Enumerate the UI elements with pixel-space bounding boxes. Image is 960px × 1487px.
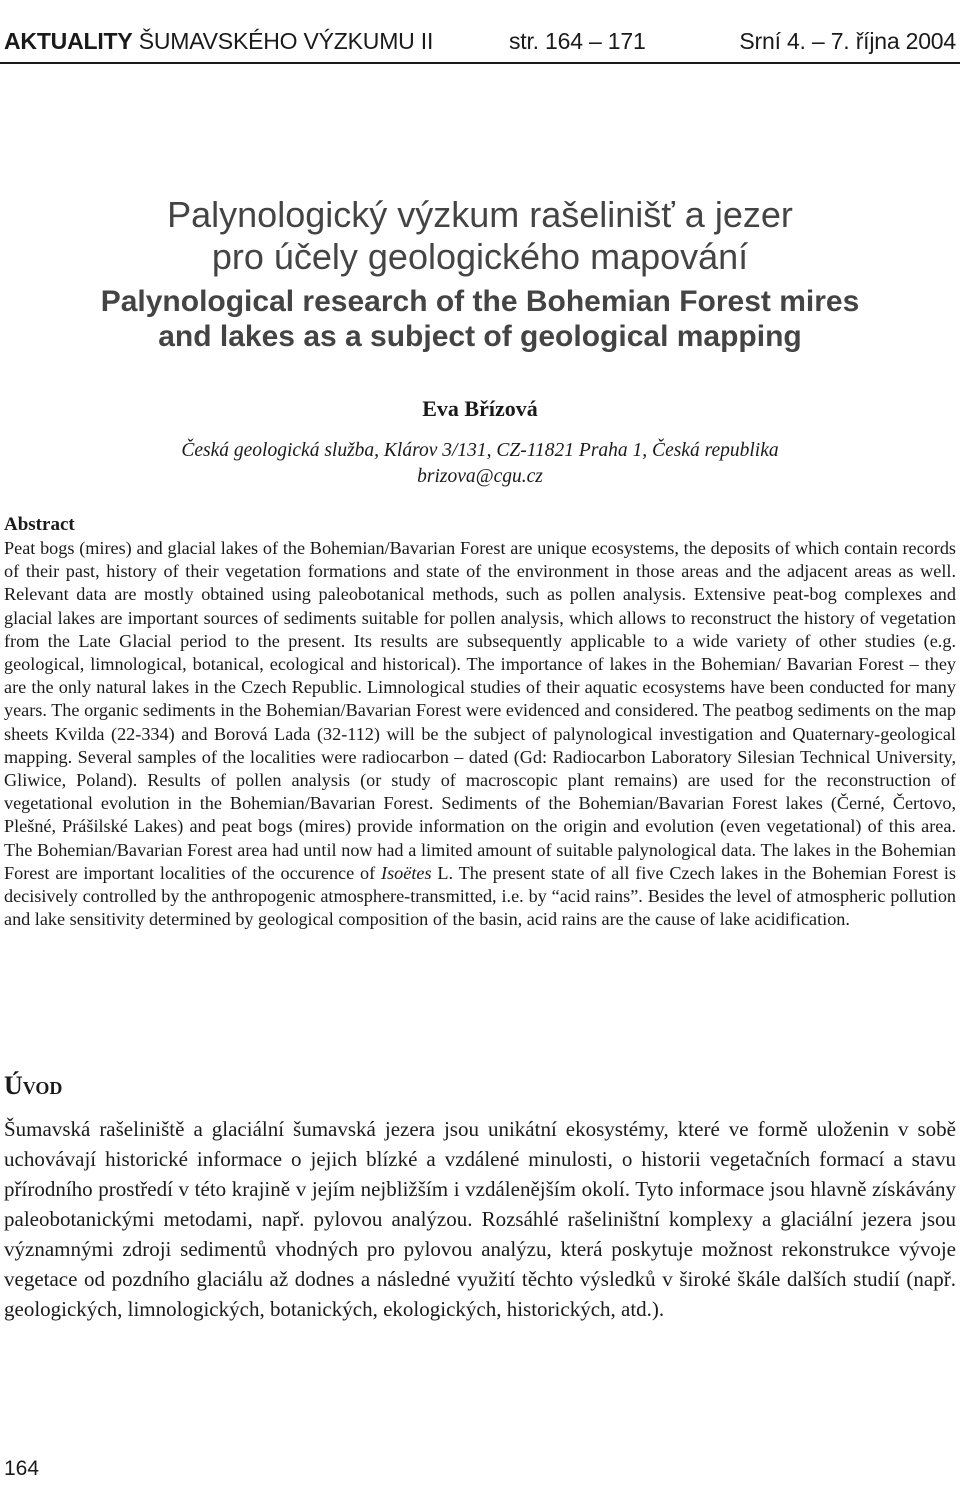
title-english-line-1: Palynological research of the Bohemian Forest mires — [100, 285, 860, 318]
header-rule — [0, 62, 960, 64]
title-english — [0, 284, 960, 354]
abstract-heading: Abstract — [4, 514, 75, 535]
section-heading-rest: vod — [22, 1071, 63, 1100]
journal-series-rest: ŠUMAVSKÉHO VÝZKUMU II — [132, 28, 434, 54]
abstract-text — [4, 537, 956, 931]
section-heading-uvod — [4, 1070, 62, 1102]
journal-series — [4, 28, 433, 55]
abstract-italic-term: Isoëtes — [381, 862, 432, 883]
title-english-line-2: and lakes as a subject of geological mapping — [158, 320, 802, 353]
page-number: 164 — [4, 1457, 40, 1480]
section-heading-initial: Ú — [4, 1071, 23, 1100]
author-email: brizova@cgu.cz — [417, 466, 543, 487]
abstract-text-part-2: L. The present state of all five Czech lakes in the Bohemian Forest is decisively controlled by the anthropogenic atmosphere-transmitted, i.e. by “acid rains”. Besides the level of atmospheric pollution and lake sensitivity determined by geological composition of the basin, acid rains are the cause of lake acidification. — [4, 862, 957, 930]
venue-date: Srní 4. – 7. října 2004 — [739, 28, 956, 54]
title-czech-line-2: pro účely geologického mapování — [211, 236, 749, 277]
journal-series-bold: AKTUALITY — [4, 28, 133, 54]
author-affiliation: Česká geologická služba, Klárov 3/131, CZ-11821 Praha 1, Česká republika — [181, 440, 779, 461]
title-czech-line-1: Palynologický výzkum rašelinišť a jezer — [167, 194, 793, 235]
author-affiliation-block — [0, 438, 960, 490]
author-name: Eva Břízová — [422, 396, 538, 421]
page-range: str. 164 – 171 — [509, 28, 646, 54]
running-header — [4, 28, 956, 62]
abstract-text-part-1: Peat bogs (mires) and glacial lakes of the Bohemian/Bavarian Forest are unique ecosystems, the deposits of which contain records of their past, history of their vegetation formations and state of the environment in those areas and the adjacent areas as well. Relevant data are mostly obtained using paleobotanical methods, such as pollen analysis. Extensive peat-bog complexes and glacial lakes are important sources of sediments suitable for pollen analysis, which allows to reconstruct the history of vegetation from the Late Glacial period to the present. Its results are subsequently applicable to a wide variety of other studies (e.g. geological, limnological, botanical, ecological and historical). The importance of lakes in the Bohemian/ Bavarian Forest – they are the only natural lakes in the Czech Republic. Limnological studies of their aquatic ecosystems have been conducted for many years. The organic sediments in the Bohemian/Bavarian Forest were evidenced and considered. The peatbog sediments on the map sheets Kvilda (22-334) and Borová Lada (32-112) will be the subject of palynological investigation and Quaternary-geological mapping. Several samples of the localities were radiocarbon – dated (Gd: Radiocarbon Laboratory Silesian Technical University, Gliwice, Poland). Results of pollen analysis (or study of macroscopic plant remains) are used for the reconstruction of vegetational evolution in the Bohemian/Bavarian Forest. Sediments of the Bohemian/Bavarian Forest lakes (Černé, Čertovo, Plešné, Prášilské Lakes) and peat bogs (mires) provide information on the origin and evolution (even vegetational) of this area. The Bohemian/Bavarian Forest area had until now had a limited amount of suitable palynological data. The lakes in the Bohemian Forest are important localities of the occurence of — [4, 538, 956, 883]
title-czech — [0, 194, 960, 278]
intro-paragraph: Šumavská rašeliniště a glaciální šumavská jezera jsou unikátní ekosystémy, které ve formě uloženin v sobě uchovávají historické informace o jejich blízké a vzdálené minulosti, o historii vegetačních formací a stavu přírodního prostředí v této krajině v jejím nejbližším i vzdálenějším okolí. Tyto informace jsou hlavně získávány paleobotanickými metodami, např. pylovou analýzou. Rozsáhlé rašeliništní komplexy a glaciální jezera jsou významnými zdroji sedimentů vhodných pro pylovou analýzu, která poskytuje možnost rekonstrukce vývoje vegetace od pozdního glaciálu až dodnes a následné využití těchto výsledků v široké škále dalších studií (např. geologických, limnologických, botanických, ekologických, historických, atd.). — [4, 1117, 956, 1321]
